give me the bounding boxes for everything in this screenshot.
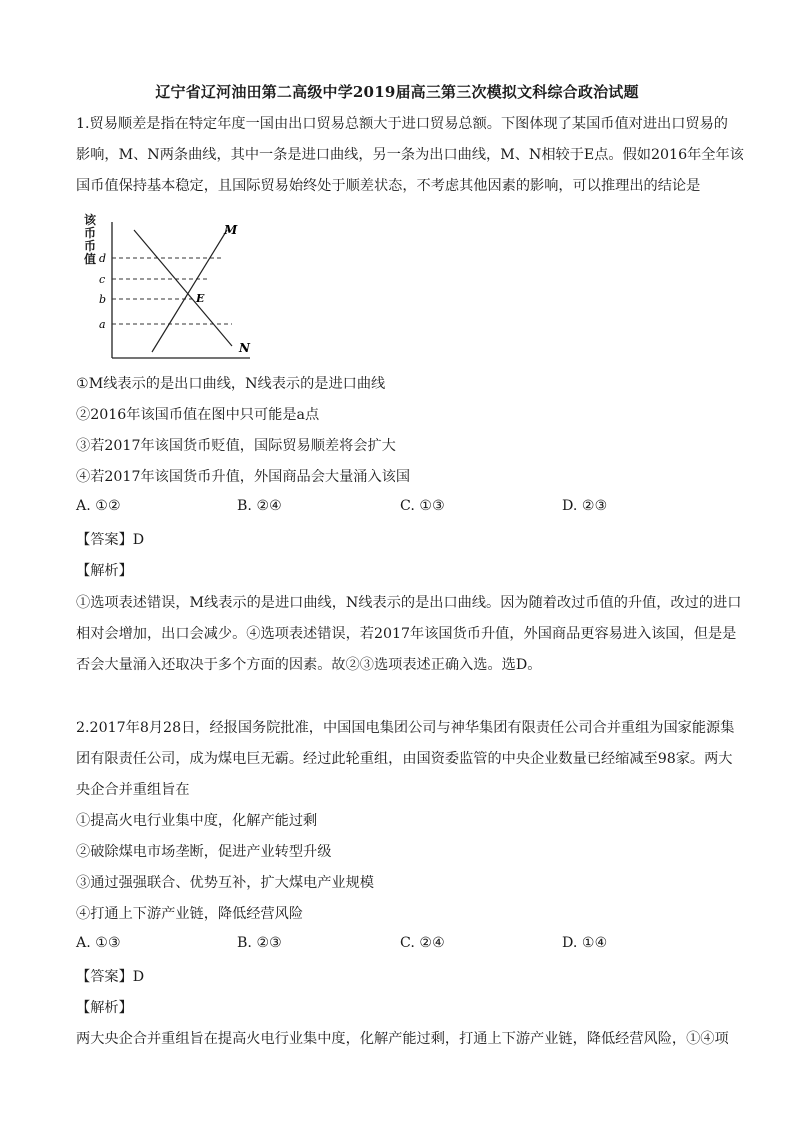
- q2-statement: ①提高火电行业集中度，化解产能过剩: [76, 813, 318, 829]
- q1-analysis-line: ①选项表述错误，M线表示的是进口曲线，N线表示的是出口曲线。因为随着改过币值的升值，改过的进口: [76, 595, 742, 611]
- q1-option-c: C. ①③: [400, 498, 445, 514]
- q2-option-a: A. ①③: [76, 935, 121, 951]
- tick-label-b: b: [99, 293, 107, 306]
- q2-option-d: D. ①④: [562, 935, 608, 951]
- curve-label-m: M: [224, 223, 238, 237]
- q2-statement: ③通过强强联合、优势互补，扩大煤电产业规模: [76, 875, 374, 891]
- tick-label-d: d: [99, 252, 107, 265]
- q2-option-b: B. ②③: [237, 935, 282, 951]
- q1-stem-line: 1.贸易顺差是指在特定年度一国由出口贸易总额大于进口贸易总额。下图体现了某国币值对进出口贸易的: [76, 116, 728, 132]
- q1-statement: ③若2017年该国货币贬值，国际贸易顺差将会扩大: [76, 438, 396, 454]
- q2-statement: ②破除煤电市场垄断，促进产业转型升级: [76, 844, 332, 860]
- q1-statement: ④若2017年该国货币升值，外国商品会大量涌入该国: [76, 469, 411, 485]
- q1-analysis-line: 否会大量涌入还取决于多个方面的因素。故②③选项表述正确入选。选D。: [76, 657, 542, 673]
- q1-option-b: B. ②④: [237, 498, 282, 514]
- trade-curve-figure: [82, 212, 257, 364]
- q2-answer: 【答案】D: [76, 969, 145, 985]
- y-axis-label: 该币币值: [83, 213, 96, 266]
- tick-label-c: c: [99, 273, 106, 286]
- q2-stem-line: 央企合并重组旨在: [76, 782, 190, 798]
- q1-stem-line: 影响，M、N两条曲线，其中一条是进口曲线，另一条为出口曲线，M、N相较于E点。假如2016年全年该: [76, 147, 744, 163]
- page-title: 辽宁省辽河油田第二高级中学2019届高三第三次模拟文科综合政治试题: [155, 83, 639, 101]
- q2-analysis-line: 两大央企合并重组旨在提高火电行业集中度，化解产能过剩，打通上下游产业链，降低经营风险，①④项: [76, 1031, 729, 1047]
- tick-label-a: a: [99, 318, 106, 331]
- curve-m: [152, 230, 227, 352]
- q1-option-d: D. ②③: [562, 498, 608, 514]
- q1-statement: ①M线表示的是出口曲线，N线表示的是进口曲线: [76, 376, 386, 392]
- q2-analysis-label: 【解析】: [76, 1000, 133, 1016]
- q2-stem-line: 团有限责任公司，成为煤电巨无霸。经过此轮重组，由国资委监管的中央企业数量已经缩减至98家。两大: [76, 751, 733, 767]
- q1-analysis-label: 【解析】: [76, 563, 133, 579]
- q2-stem-line: 2.2017年8月28日，经报国务院批准，中国国电集团公司与神华集团有限责任公司合并重组为国家能源集: [76, 720, 735, 736]
- q2-statement: ④打通上下游产业链，降低经营风险: [76, 906, 304, 922]
- q1-answer: 【答案】D: [76, 532, 145, 548]
- trade-curve-diagram: [82, 212, 257, 364]
- q1-statement: ②2016年该国币值在图中只可能是a点: [76, 407, 320, 423]
- point-label-e: E: [196, 292, 205, 305]
- q2-options: [76, 935, 726, 955]
- curve-label-n: N: [239, 341, 250, 355]
- q1-option-a: A. ①②: [76, 498, 121, 514]
- q1-analysis-line: 相对会增加，出口会减少。④选项表述错误，若2017年该国货币升值，外国商品更容易进入该国，但是是: [76, 626, 737, 642]
- q2-option-c: C. ②④: [400, 935, 445, 951]
- curve-n: [134, 230, 232, 346]
- q1-options: [76, 498, 726, 518]
- q1-stem-line: 国币值保持基本稳定，且国际贸易始终处于顺差状态，不考虑其他因素的影响，可以推理出的结论是: [76, 178, 701, 194]
